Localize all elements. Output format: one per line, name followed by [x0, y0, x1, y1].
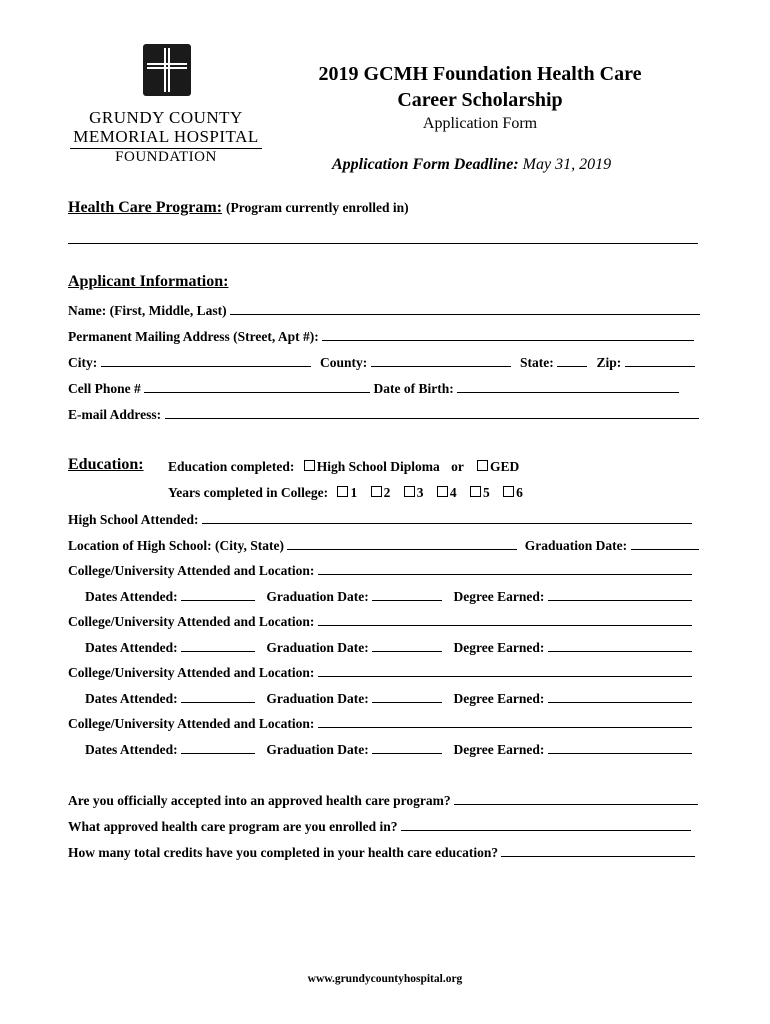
or-text: or [451, 459, 464, 474]
college-1-degree-label: Degree Earned: [453, 589, 545, 604]
ged-label: GED [490, 459, 520, 474]
college-1-field[interactable] [318, 561, 692, 575]
diploma-label: High School Diploma [316, 459, 440, 474]
hs-graduation-date-field[interactable] [631, 536, 699, 550]
question-accepted-label: Are you officially accepted into an approved health care program? [68, 793, 451, 808]
program-field[interactable] [68, 243, 698, 244]
name-label: Name: (First, Middle, Last) [68, 303, 227, 318]
title-line-1: 2019 GCMH Foundation Health Care [318, 63, 642, 85]
city-label: City: [68, 355, 98, 370]
college-1-dates-field[interactable] [181, 587, 255, 601]
question-credits-field[interactable] [501, 843, 695, 857]
college-4-degree-field[interactable] [548, 740, 692, 754]
college-2-field[interactable] [318, 612, 692, 626]
college-1-grad-field[interactable] [372, 587, 442, 601]
hs-attended-label: High School Attended: [68, 512, 199, 527]
program-note: (Program currently enrolled in) [226, 200, 409, 215]
college-4-grad-field[interactable] [372, 740, 442, 754]
college-4-dates-field[interactable] [181, 740, 255, 754]
deadline-date: May 31, 2019 [522, 156, 612, 173]
year-6-checkbox[interactable] [503, 486, 514, 497]
cell-phone-label: Cell Phone # [68, 381, 141, 396]
email-label: E-mail Address: [68, 407, 162, 422]
year-3-label: 3 [416, 485, 424, 500]
college-4-field[interactable] [318, 714, 692, 728]
zip-field[interactable] [625, 353, 695, 367]
county-field[interactable] [371, 353, 511, 367]
cell-phone-field[interactable] [144, 379, 370, 393]
college-3-field[interactable] [318, 663, 692, 677]
year-4-label: 4 [449, 485, 457, 500]
year-5-label: 5 [482, 485, 490, 500]
college-3-dates-field[interactable] [181, 689, 255, 703]
year-6-label: 6 [516, 485, 523, 500]
hs-location-field[interactable] [287, 536, 517, 550]
college-3-grad-label: Graduation Date: [266, 691, 369, 706]
college-2-dates-label: Dates Attended: [85, 640, 178, 655]
college-4-dates-label: Dates Attended: [85, 742, 178, 757]
college-2-grad-label: Graduation Date: [266, 640, 369, 655]
logo-line-1: GRUNDY COUNTY [89, 108, 243, 127]
dob-label: Date of Birth: [373, 381, 454, 396]
ged-checkbox[interactable] [477, 460, 488, 471]
email-field[interactable] [165, 405, 699, 419]
college-3-dates-label: Dates Attended: [85, 691, 178, 706]
address-field[interactable] [322, 327, 694, 341]
year-5-checkbox[interactable] [470, 486, 481, 497]
college-1-degree-field[interactable] [548, 587, 692, 601]
question-program-field[interactable] [401, 817, 691, 831]
year-1-label: 1 [350, 485, 358, 500]
dob-field[interactable] [457, 379, 679, 393]
zip-label: Zip: [596, 355, 622, 370]
year-1-checkbox[interactable] [337, 486, 348, 497]
question-program-label: What approved health care program are you enrolled in? [68, 819, 398, 834]
college-2-degree-field[interactable] [548, 638, 692, 652]
program-heading: Health Care Program: [68, 199, 223, 216]
county-label: County: [320, 355, 368, 370]
college-3-degree-label: Degree Earned: [453, 691, 545, 706]
deadline [332, 156, 611, 174]
year-4-checkbox[interactable] [437, 486, 448, 497]
program-section [68, 199, 409, 217]
college-3-label: College/University Attended and Location: [68, 665, 315, 680]
college-4-grad-label: Graduation Date: [266, 742, 369, 757]
year-3-checkbox[interactable] [404, 486, 415, 497]
college-2-dates-field[interactable] [181, 638, 255, 652]
footer-url[interactable]: www.grundycountyhospital.org [307, 973, 463, 985]
question-accepted-field[interactable] [454, 791, 698, 805]
name-field[interactable] [230, 301, 700, 315]
college-1-grad-label: Graduation Date: [266, 589, 369, 604]
education-heading: Education: [68, 456, 144, 473]
hs-graduation-date-label: Graduation Date: [524, 538, 628, 553]
education-completed-label: Education completed: [168, 459, 295, 474]
year-2-checkbox[interactable] [371, 486, 382, 497]
college-2-label: College/University Attended and Location: [68, 614, 315, 629]
logo [68, 44, 264, 168]
logo-line-2: MEMORIAL HOSPITAL [73, 127, 259, 146]
deadline-label: Application Form Deadline: [332, 156, 519, 173]
hs-location-label: Location of High School: (City, State) [68, 538, 284, 553]
college-1-dates-label: Dates Attended: [85, 589, 178, 604]
state-field[interactable] [557, 353, 587, 367]
state-label: State: [520, 355, 554, 370]
city-field[interactable] [101, 353, 311, 367]
applicant-heading: Applicant Information: [68, 273, 229, 290]
year-2-label: 2 [383, 485, 391, 500]
college-4-label: College/University Attended and Location: [68, 716, 315, 731]
years-completed-label: Years completed in College: [168, 485, 329, 500]
logo-line-3: FOUNDATION [115, 149, 217, 165]
diploma-checkbox[interactable] [304, 460, 315, 471]
subtitle: Application Form [422, 115, 538, 132]
college-4-degree-label: Degree Earned: [453, 742, 545, 757]
cross-logo-icon [143, 44, 191, 96]
college-2-degree-label: Degree Earned: [453, 640, 545, 655]
question-credits-label: How many total credits have you completed in your health care education? [68, 845, 499, 860]
hs-attended-field[interactable] [202, 510, 692, 524]
college-1-label: College/University Attended and Location: [68, 563, 315, 578]
title-line-2: Career Scholarship [397, 89, 563, 111]
college-2-grad-field[interactable] [372, 638, 442, 652]
address-label: Permanent Mailing Address (Street, Apt #): [68, 329, 319, 344]
college-3-grad-field[interactable] [372, 689, 442, 703]
college-3-degree-field[interactable] [548, 689, 692, 703]
